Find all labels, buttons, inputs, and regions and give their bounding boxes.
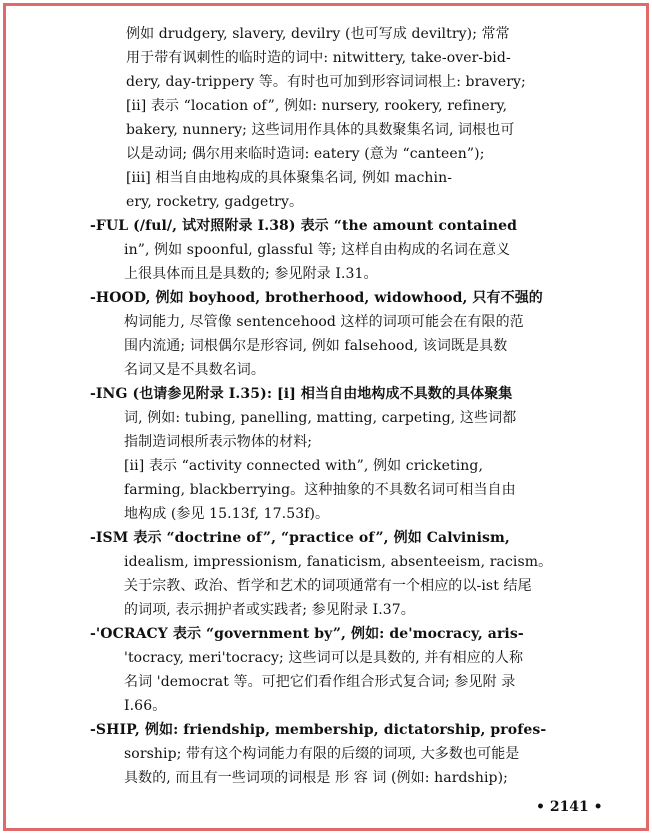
entry-ing-heading: -ING (也请参见附录 Ⅰ.35): [i] 相当自由地构成不具数的具体聚集 xyxy=(90,386,513,402)
text-line: farming, blackberrying。这种抽象的不具数名词可相当自由 xyxy=(124,482,516,498)
text-line: 指制造词根所表示物体的材料; xyxy=(124,434,313,450)
text-line: [iii] 相当自由地构成的具体聚集名词, 例如 machin- xyxy=(126,170,453,186)
text-line: 以是动词; 偶尔用来临时造词: eatery (意为 “canteen”); xyxy=(126,146,485,162)
text-line: 'tocracy, meri'tocracy; 这些词可以是具数的, 并有相应的人称 xyxy=(124,650,524,666)
text-line: [ii] 表示 “location of”, 例如: nursery, rookery, refinery, xyxy=(126,98,508,114)
text-line: sorship; 带有这个构词能力有限的后缀的词项, 大多数也可能是 xyxy=(124,746,520,762)
entry-ship-heading: -SHIP, 例如: friendship, membership, dictatorship, profes- xyxy=(90,722,547,738)
entry-hood-heading: -HOOD, 例如 boyhood, brotherhood, widowhood, 只有不强的 xyxy=(90,290,543,306)
text-line: 构词能力, 尽管像 sentencehood 这样的词项可能会在有限的范 xyxy=(124,314,524,330)
text-line: 例如 drudgery, slavery, devilry (也可写成 deviltry); 常常 xyxy=(126,26,510,42)
text-line: 地构成 (参见 15.13f, 17.53f)。 xyxy=(124,506,330,522)
text-line: in”, 例如 spoonful, glassful 等; 这样自由构成的名词在意义 xyxy=(124,242,511,258)
text-line: 上很具体而且是具数的; 参见附录 Ⅰ.31。 xyxy=(124,266,378,282)
text-line: ery, rocketry, gadgetry。 xyxy=(126,194,304,210)
text-line: 关于宗教、政治、哲学和艺术的词项通常有一个相应的以-ist 结尾 xyxy=(124,578,532,594)
text-line: dery, day-trippery 等。有时也可加到形容词词根上: bravery; xyxy=(126,74,526,90)
text-line: idealism, impressionism, fanaticism, absenteeism, racism。 xyxy=(124,554,553,570)
page-number: • 2141 • xyxy=(536,799,603,815)
text-line: 词, 例如: tubing, panelling, matting, carpeting, 这些词都 xyxy=(124,410,517,426)
text-line: 具数的, 而且有一些词项的词根是 形 容 词 (例如: hardship); xyxy=(124,770,508,786)
entry-ful-heading: -FUL (/ful/, 试对照附录 Ⅰ.38) 表示 “the amount contained xyxy=(90,218,518,234)
text-line: 名词 'democrat 等。可把它们看作组合形式复合词; 参见附 录 xyxy=(124,674,516,690)
entry-ism-heading: -ISM 表示 “doctrine of”, “practice of”, 例如 Calvinism, xyxy=(90,530,510,546)
text-line: 的词项, 表示拥护者或实践者; 参见附录 Ⅰ.37。 xyxy=(124,602,415,618)
document-page xyxy=(3,3,649,831)
text-line: 围内流通; 词根偶尔是形容词, 例如 falsehood, 该词既是具数 xyxy=(124,338,508,354)
text-line: 用于带有讽刺性的临时造的词中: nitwittery, take-over-bid- xyxy=(126,50,511,66)
text-line: [ii] 表示 “activity connected with”, 例如 cricketing, xyxy=(124,458,484,474)
text-line: 名词又是不具数名词。 xyxy=(124,362,265,378)
text-line: Ⅰ.66。 xyxy=(124,698,167,714)
entry-ocracy-heading: -'OCRACY 表示 “government by”, 例如: de'mocracy, aris- xyxy=(90,626,524,642)
text-line: bakery, nunnery; 这些词用作具体的具数聚集名词, 词根也可 xyxy=(126,122,515,138)
